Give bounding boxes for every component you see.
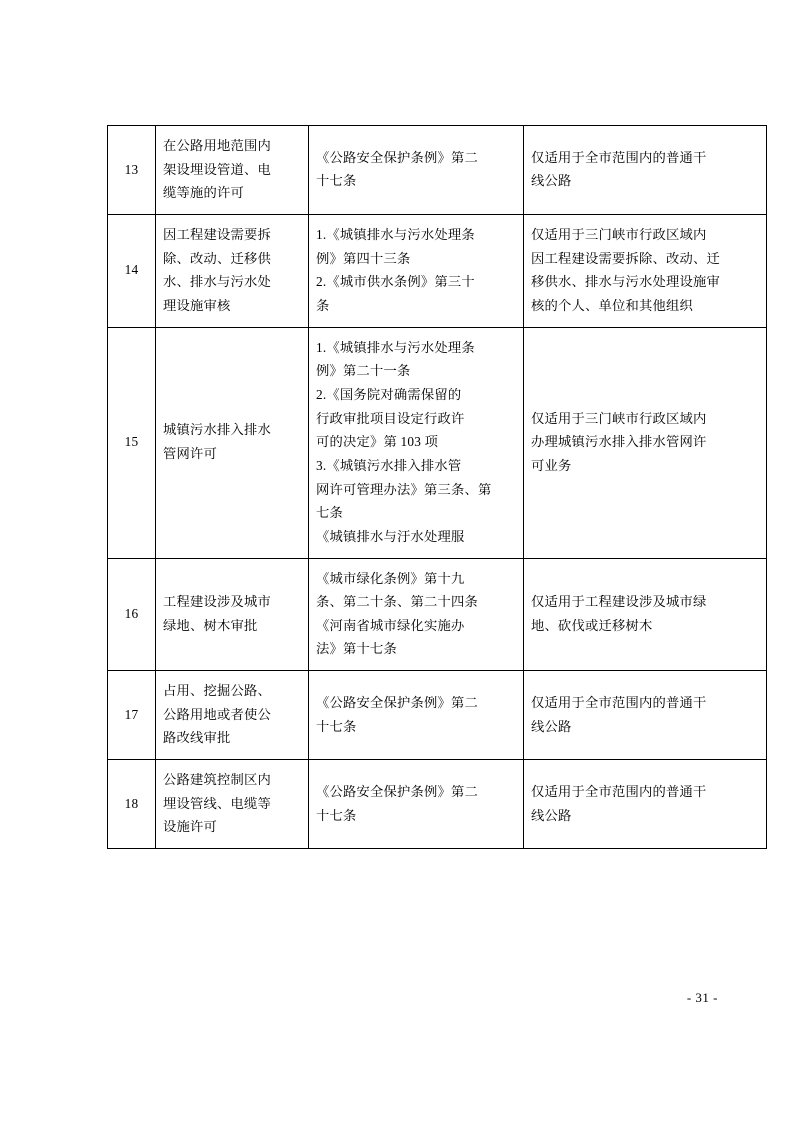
- scope-cell: [524, 671, 767, 760]
- text-line: 埋设管线、电缆等: [163, 795, 271, 811]
- row-number-cell: 18: [108, 760, 156, 849]
- text-line: 例》第四十三条: [316, 250, 411, 266]
- text-line: 路改线审批: [163, 730, 231, 746]
- row-number-cell: 15: [108, 327, 156, 558]
- row-number-cell: 17: [108, 671, 156, 760]
- table-row: [108, 558, 767, 671]
- table-row: [108, 671, 767, 760]
- text-line: 管网许可: [163, 446, 217, 462]
- text-line: 城镇污水排入排水: [163, 422, 271, 438]
- item-name-cell: [156, 214, 309, 327]
- item-name-cell: [156, 327, 309, 558]
- text-line: 1.《城镇排水与污水处理条: [316, 226, 475, 242]
- scope-cell: [524, 214, 767, 327]
- text-line: 公路用地或者使公: [163, 706, 271, 722]
- text-line: 缆等施的许可: [163, 185, 244, 201]
- row-number-cell: 14: [108, 214, 156, 327]
- text-line: 可业务: [531, 457, 572, 473]
- text-line: 移供水、排水与污水处理设施审: [531, 274, 720, 290]
- text-line: 仅适用于三门峡市行政区域内: [531, 410, 707, 426]
- text-line: 占用、挖掘公路、: [163, 683, 271, 699]
- text-line: 线公路: [531, 173, 572, 189]
- text-line: 条、第二十条、第二十四条: [316, 594, 478, 610]
- text-line: 核的个人、单位和其他组织: [531, 297, 693, 313]
- text-line: 《城镇排水与汙水处理服: [316, 528, 465, 544]
- administrative-permits-table: [107, 125, 767, 849]
- text-line: 3.《城镇污水排入排水管: [316, 457, 462, 473]
- row-number-cell: 16: [108, 558, 156, 671]
- text-line: 《公路安全保护条例》第二: [316, 783, 478, 799]
- scope-cell: [524, 126, 767, 215]
- scope-cell: [524, 760, 767, 849]
- text-line: 《城市绿化条例》第十九: [316, 570, 465, 586]
- page-number: - 31 -: [686, 990, 718, 1005]
- text-line: 绿地、树木审批: [163, 617, 258, 633]
- text-line: 除、改动、迁移供: [163, 250, 271, 266]
- legal-basis-cell: [309, 327, 524, 558]
- text-line: 因工程建设需要拆除、改动、迁: [531, 250, 720, 266]
- text-line: 理设施审核: [163, 297, 231, 313]
- text-line: 仅适用于全市范围内的普通干: [531, 149, 707, 165]
- legal-basis-cell: [309, 760, 524, 849]
- text-line: 《公路安全保护条例》第二: [316, 694, 478, 710]
- legal-basis-cell: [309, 671, 524, 760]
- text-line: 仅适用于全市范围内的普通干: [531, 694, 707, 710]
- text-line: 网许可管理办法》第三条、第: [316, 481, 492, 497]
- text-line: 仅适用于三门峡市行政区域内: [531, 226, 707, 242]
- text-line: 架设埋设管道、电: [163, 161, 271, 177]
- text-line: 在公路用地范围内: [163, 138, 271, 153]
- text-line: 公路建筑控制区内: [163, 772, 271, 788]
- legal-basis-cell: [309, 126, 524, 215]
- item-name-cell: [156, 126, 309, 215]
- scope-cell: [524, 327, 767, 558]
- text-line: 十七条: [316, 718, 357, 734]
- text-line: 2.《城市供水条例》第三十: [316, 274, 475, 290]
- text-line: 工程建设涉及城市: [163, 594, 271, 610]
- table-row: [108, 760, 767, 849]
- legal-basis-cell: [309, 558, 524, 671]
- item-name-cell: [156, 760, 309, 849]
- text-line: 线公路: [531, 718, 572, 734]
- text-line: 2.《国务院对确需保留的: [316, 386, 462, 402]
- text-line: 1.《城镇排水与污水处理条: [316, 339, 475, 355]
- item-name-cell: [156, 558, 309, 671]
- text-line: 设施许可: [163, 819, 217, 835]
- text-line: 法》第十七条: [316, 641, 397, 657]
- text-line: 行政审批项目设定行政许: [316, 410, 465, 426]
- table-row: [108, 214, 767, 327]
- table-body: [108, 126, 767, 849]
- item-name-cell: [156, 671, 309, 760]
- text-line: 例》第二十一条: [316, 363, 411, 379]
- text-line: 可的决定》第 103 项: [316, 434, 439, 450]
- text-line: 十七条: [316, 173, 357, 189]
- text-line: 仅适用于全市范围内的普通干: [531, 783, 707, 799]
- text-line: 办理城镇污水排入排水管网许: [531, 434, 707, 450]
- table-row: [108, 126, 767, 215]
- text-line: 水、排水与污水处: [163, 274, 271, 290]
- text-line: 《河南省城市绿化实施办: [316, 617, 465, 633]
- text-line: 条: [316, 297, 330, 313]
- text-line: 线公路: [531, 807, 572, 823]
- text-line: 地、砍伐或迁移树木: [531, 617, 653, 633]
- text-line: 仅适用于工程建设涉及城市绿: [531, 594, 707, 610]
- scope-cell: [524, 558, 767, 671]
- text-line: 七条: [316, 505, 343, 521]
- legal-basis-cell: [309, 214, 524, 327]
- text-line: 因工程建设需要拆: [163, 226, 271, 242]
- text-line: 十七条: [316, 807, 357, 823]
- row-number-cell: 13: [108, 126, 156, 215]
- text-line: 《公路安全保护条例》第二: [316, 149, 478, 165]
- table-row: [108, 327, 767, 558]
